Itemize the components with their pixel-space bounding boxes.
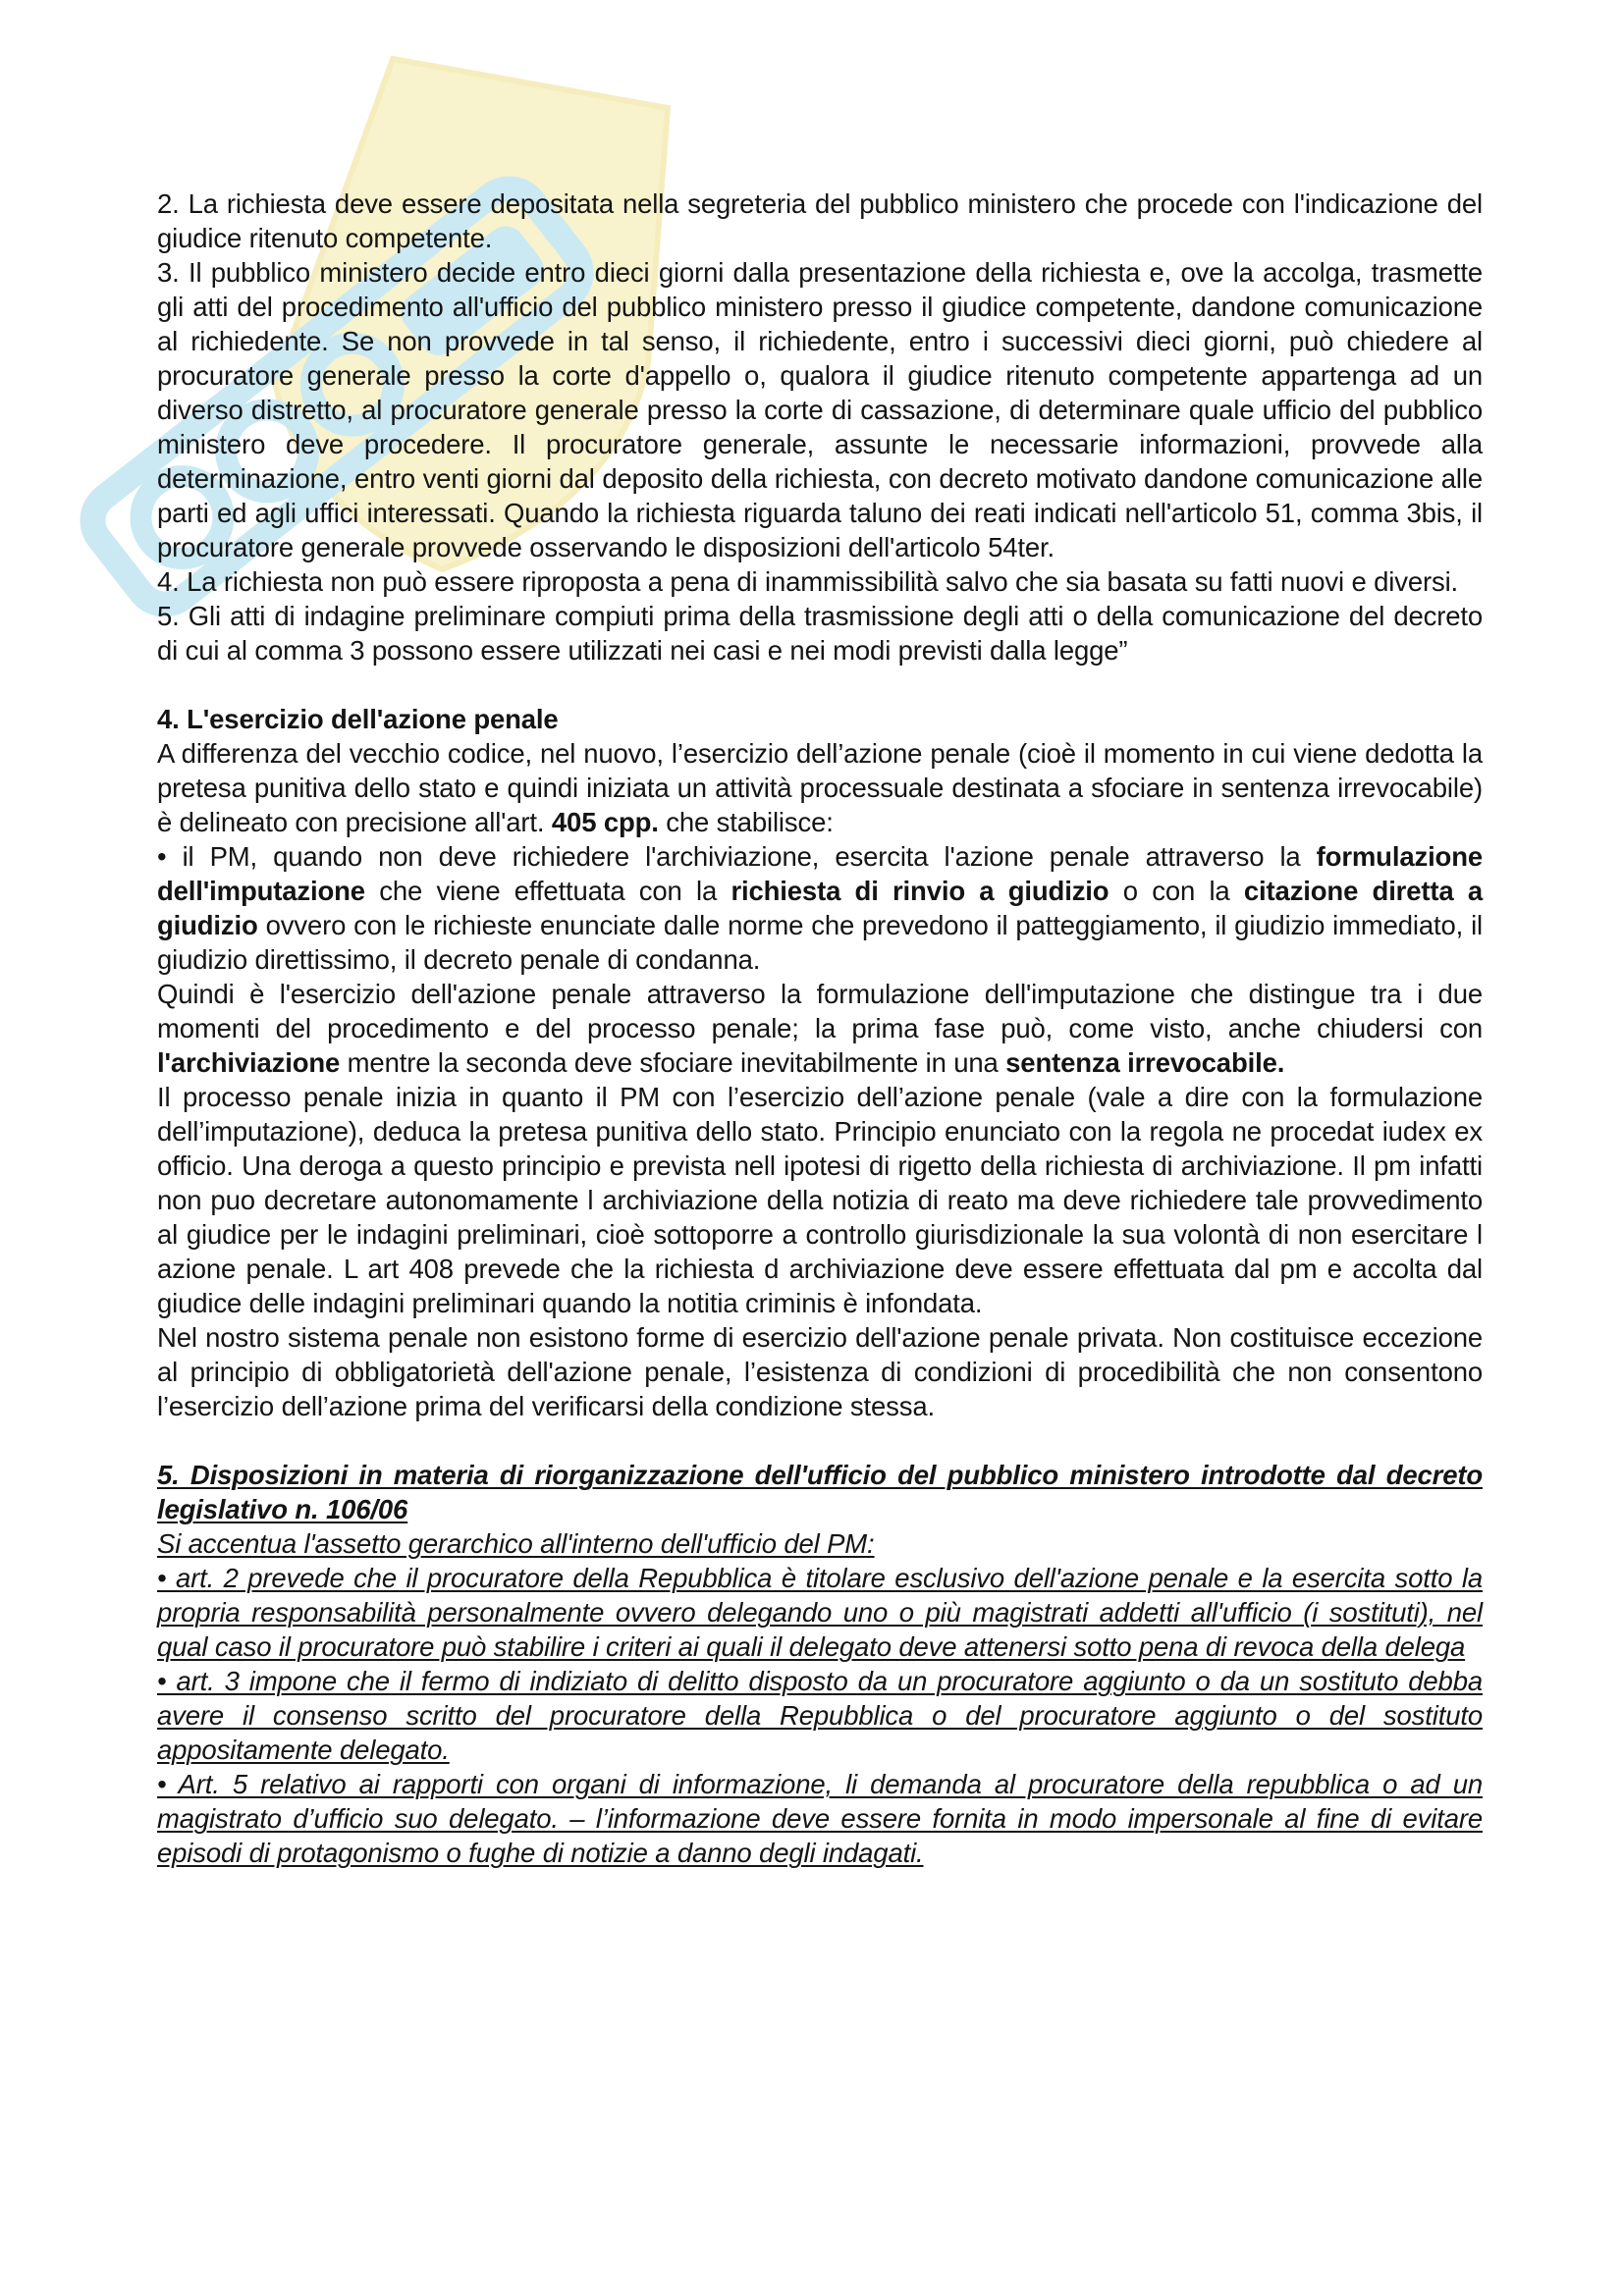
section-4-intro: A differenza del vecchio codice, nel nuovo, l’esercizio dell’azione penale (cioè il momento in cui viene dedotta la pretesa punitiva dello stato e quindi iniziata un attività processuale destinata a sfociare in sentenza irrevocabile) è delineato con precisione all'art. 405 cpp. che stabilisce: [157,738,1483,837]
paragraph-comma-4: 4. La richiesta non può essere riproposta a pena di inammissibilità salvo che sia basata su fatti nuovi e diversi. [157,566,1459,597]
section-4-heading: 4. L'esercizio dell'azione penale [157,704,559,734]
document-page [157,187,1483,1870]
section-5-heading: 5. Disposizioni in materia di riorganizzazione dell'ufficio del pubblico ministero introdotte dal decreto legislativo n. 106/06 [157,1460,1483,1524]
section-5-bullet-art3: • art. 3 impone che il fermo di indiziato di delitto disposto da un procuratore aggiunto o da un sostituto debba avere il consenso scritto del procuratore della Repubblica o del procuratore aggiunto o del sostituto appositamente delegato. [157,1666,1483,1765]
section-5-bullet-art5: • Art. 5 relativo ai rapporti con organi di informazione, li demanda al procuratore della repubblica o ad un magistrato d’ufficio suo delegato. – l’informazione deve essere fornita in modo impersonale al fine di evitare episodi di protagonismo o fughe di notizie a danno degli indagati. [157,1769,1483,1868]
paragraph-comma-3: 3. Il pubblico ministero decide entro dieci giorni dalla presentazione della richiesta e, ove la accolga, trasmette gli atti del procedimento all'ufficio del pubblico ministero presso il giudice competente, dandone comunicazione al richiedente. Se non provvede in tal senso, il richiedente, entro i successivi dieci giorni, può chiedere al procuratore generale presso la corte d'appello o, qualora il giudice ritenuto competente appartenga ad un diverso distretto, al procuratore generale presso la corte di cassazione, di determinare quale ufficio del pubblico ministero deve procedere. Il procuratore generale, assunte le necessarie informazioni, provvede alla determinazione, entro venti giorni dal deposito della richiesta, con decreto motivato dandone comunicazione alle parti ed agli uffici interessati. Quando la richiesta riguarda taluno dei reati indicati nell'articolo 51, comma 3bis, il procuratore generale provvede osservando le disposizioni dell'articolo 54ter. [157,257,1483,562]
section-4-processo: Il processo penale inizia in quanto il PM con l’esercizio dell’azione penale (vale a dire con la formulazione dell’imputazione), deduca la pretesa punitiva dello stato. Principio enunciato con la regola ne procedat iudex ex officio. Una deroga a questo principio e prevista nell ipotesi di rigetto della richiesta di archiviazione. Il pm infatti non puo decretare autonomamente l archiviazione della notizia di reato ma deve richiedere tale provvedimento al giudice per le indagini preliminari, cioè sottoporre a controllo giurisdizionale la sua volontà di non esercitare l azione penale. L art 408 prevede che la richiesta d archiviazione deve essere effettuata dal pm e accolta dal giudice delle indagini preliminari quando la notitia criminis è infondata. [157,1082,1483,1318]
section-4-quindi: Quindi è l'esercizio dell'azione penale attraverso la formulazione dell'imputazione che distingue tra i due momenti del procedimento e del processo penale; la prima fase può, come visto, anche chiudersi con l'archiviazione mentre la seconda deve sfociare inevitabilmente in una sentenza irrevocabile. [157,979,1483,1078]
section-4-bullet: • il PM, quando non deve richiedere l'archiviazione, esercita l'azione penale attraverso la formulazione dell'imputazione che viene effettuata con la richiesta di rinvio a giudizio o con la citazione diretta a giudizio ovvero con le richieste enunciate dalle norme che prevedono il patteggiamento, il giudizio immediato, il giudizio direttissimo, il decreto penale di condanna. [157,841,1484,975]
section-5-lead: Si accentua l'assetto gerarchico all'interno dell'ufficio del PM: [157,1528,875,1559]
paragraph-comma-5: 5. Gli atti di indagine preliminare compiuti prima della trasmissione degli atti o della comunicazione del decreto di cui al comma 3 possono essere utilizzati nei casi e nei modi previsti dalla legge” [157,601,1483,666]
section-4-nel-nostro: Nel nostro sistema penale non esistono forme di esercizio dell'azione penale privata. Non costituisce eccezione al principio di obbligatorietà dell'azione penale, l’esistenza di condizioni di procedibilità che non consentono l’esercizio dell’azione prima del verificarsi della condizione stessa. [157,1322,1483,1421]
section-5-bullet-art2: • art. 2 prevede che il procuratore della Repubblica è titolare esclusivo dell'azione penale e la esercita sotto la propria responsabilità personalmente ovvero delegando uno o più magistrati addetti all'ufficio (i sostituti), nel qual caso il procuratore può stabilire i criteri ai quali il delegato deve attenersi sotto pena di revoca della delega [157,1563,1483,1662]
paragraph-comma-2: 2. La richiesta deve essere depositata nella segreteria del pubblico ministero che procede con l'indicazione del giudice ritenuto competente. [157,188,1483,253]
